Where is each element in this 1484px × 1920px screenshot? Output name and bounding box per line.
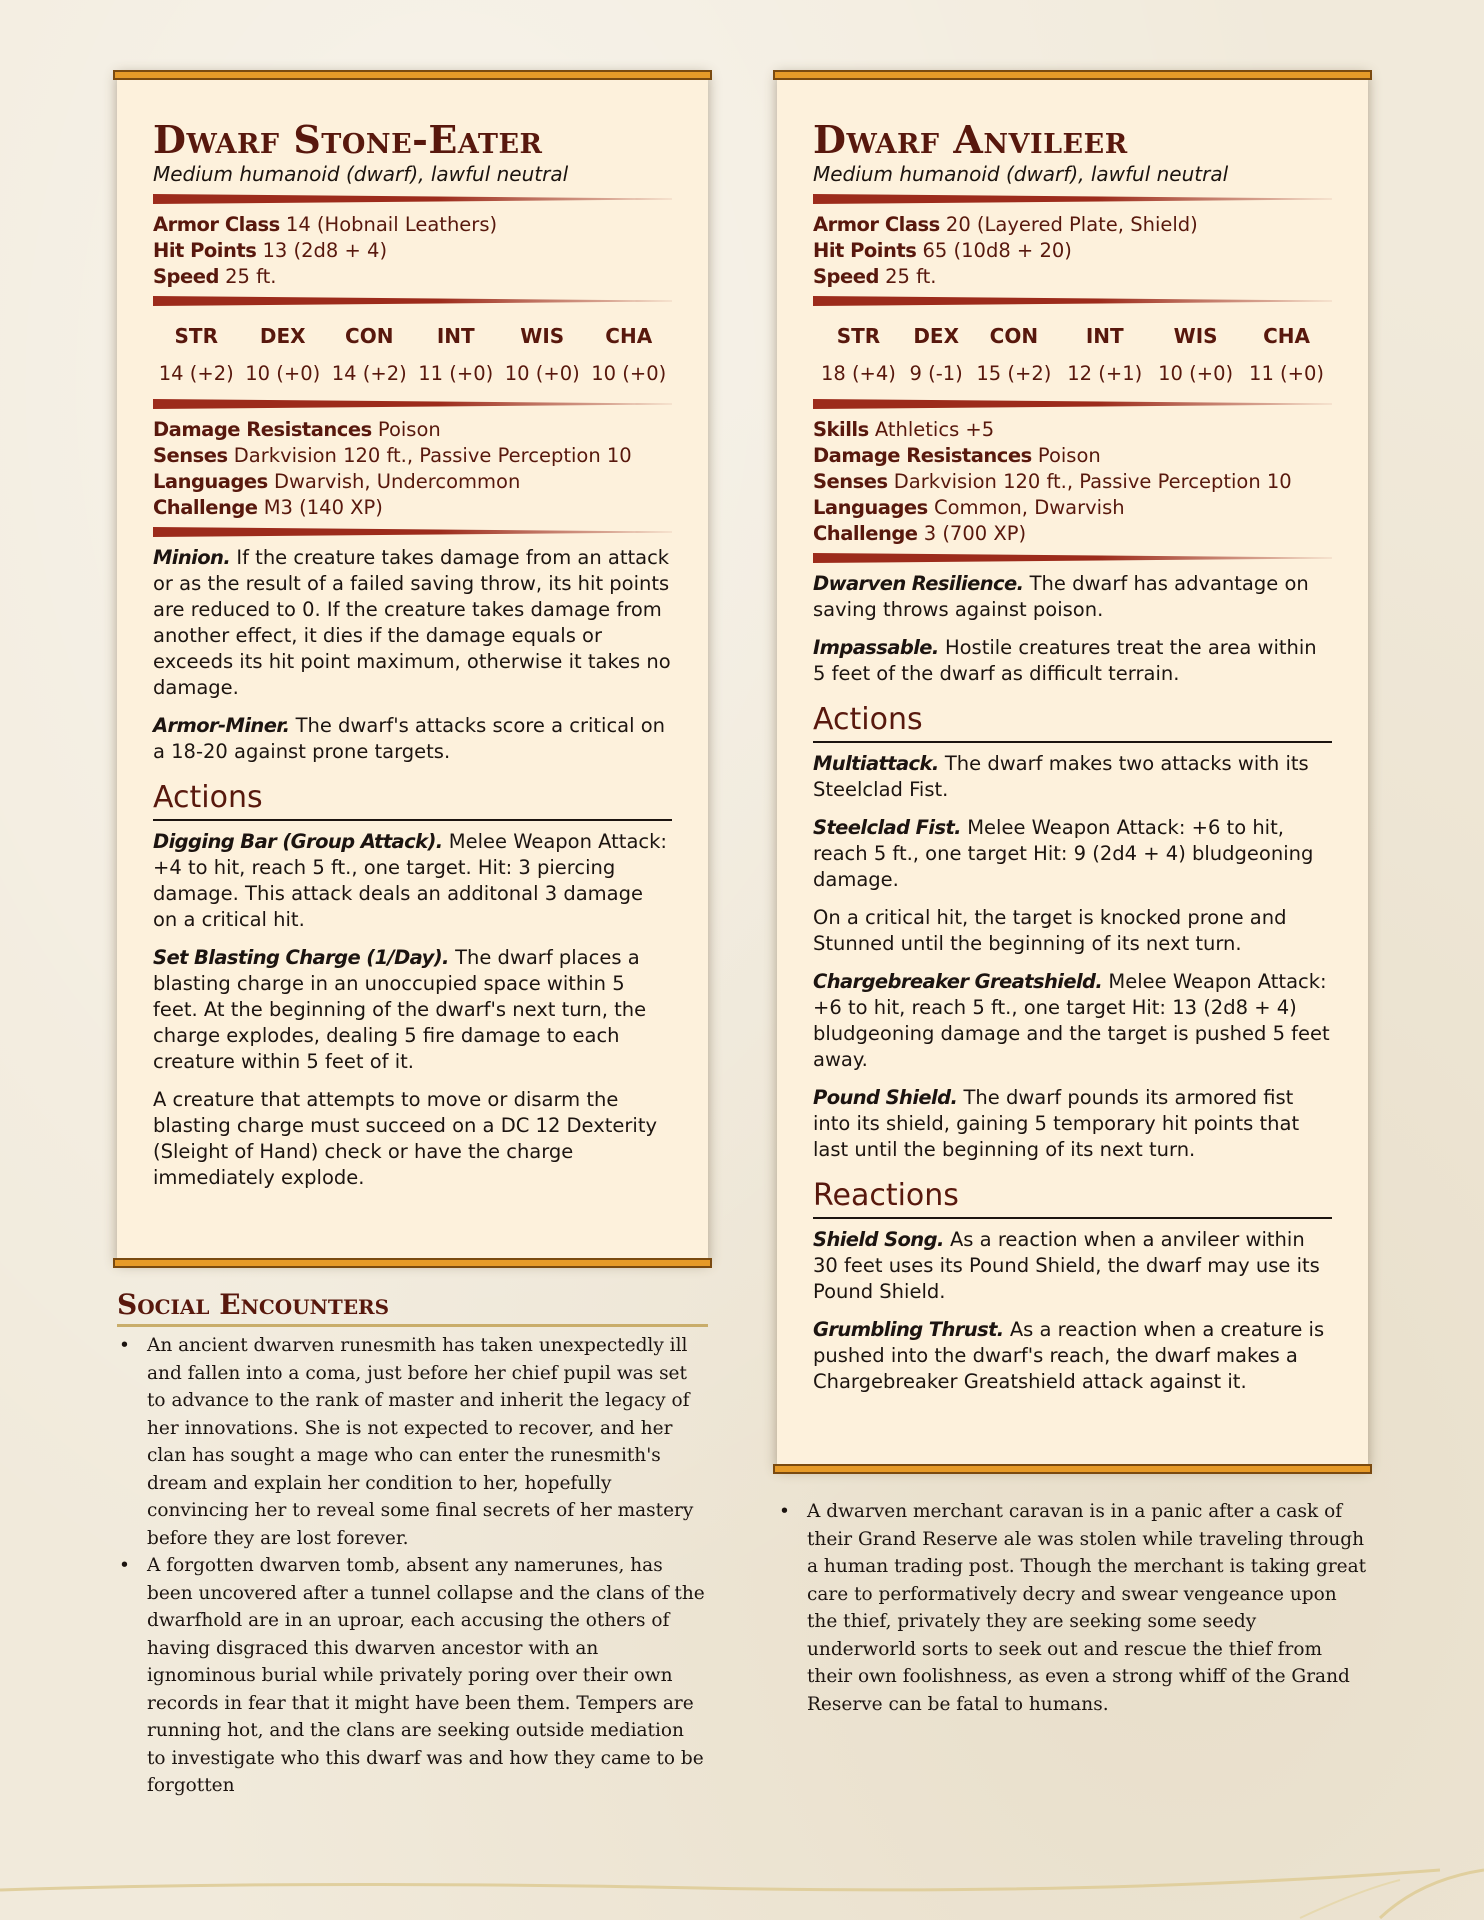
damage-resistances: Damage Resistances Poison: [813, 444, 1101, 467]
ability-score: 11 (+0): [1249, 362, 1325, 385]
speed: Speed 25 ft.: [153, 265, 277, 288]
ability-score: 14 (+2): [331, 362, 407, 385]
reaction: Grumbling Thrust. As a reaction when a creature is pushed into the dwarf's reach, the dwarf makes a Chargebreaker Greatshield attack against it.: [813, 1318, 1325, 1393]
action-detail: On a critical hit, the target is knocked prone and Stunned until the beginning of its next turn.: [813, 906, 1287, 955]
ability-label: STR: [836, 324, 881, 348]
divider: [153, 527, 672, 537]
ability-label: STR: [174, 324, 218, 348]
ability-score: 9 (-1): [909, 362, 963, 385]
ability-label: INT: [1085, 324, 1124, 348]
divider: [813, 553, 1332, 563]
armor-class: Armor Class 14 (Hobnail Leathers): [153, 213, 498, 236]
monster-type: Medium humanoid (dwarf), lawful neutral: [813, 162, 1229, 186]
ability-label: WIS: [520, 324, 565, 348]
bullet: •: [779, 1501, 790, 1522]
action: Multiattack. The dwarf makes two attacks with its Steelclad Fist.: [813, 752, 1309, 801]
languages: Languages Common, Dwarvish: [813, 496, 1125, 519]
ability-label: CHA: [605, 324, 653, 348]
ability-label: INT: [436, 324, 475, 348]
action-detail: A creature that attempts to move or disarm the blasting charge must succeed on a DC 12 Dexterity (Sleight of Hand) check or have the charge immediately explode.: [153, 1088, 658, 1189]
speed: Speed 25 ft.: [813, 265, 937, 288]
stat-block-top-bar: [113, 70, 712, 80]
action: Pound Shield. The dwarf pounds its armored fist into its shield, gaining 5 temporary hit points that last until the beginning of its next turn.: [813, 1086, 1300, 1161]
ability-label: WIS: [1173, 324, 1218, 348]
damage-resistances: Damage Resistances Poison: [153, 418, 441, 441]
actions-heading: Actions: [813, 701, 1332, 743]
stat-block-bottom-bar: [113, 1258, 712, 1268]
action: Set Blasting Charge (1/Day). The dwarf places a blasting charge in an unoccupied space within 5 feet. At the beginning of the dwarf's next turn, the charge explodes, dealing 5 fire damage to each creature within 5 feet of it.: [153, 946, 647, 1073]
social-encounters-list-left: [117, 1332, 708, 1800]
ability-label: DEX: [913, 324, 959, 348]
ability-score: 10 (+0): [504, 362, 580, 385]
monster-name: Dwarf Stone-Eater: [153, 117, 543, 162]
stat-block-anvileer: [777, 74, 1368, 1470]
social-encounters-heading: Social Encounters: [117, 1288, 708, 1327]
divider: [813, 194, 1332, 204]
divider: [153, 399, 672, 409]
ability-score: 18 (+4): [820, 362, 896, 385]
action: Digging Bar (Group Attack). Melee Weapon Attack: +4 to hit, reach 5 ft., one target. Hit: 3 piercing damage. This attack deals an additonal 3 damage on a critical hit.: [153, 830, 667, 931]
ability-score: 14 (+2): [158, 362, 234, 385]
stat-block-bottom-bar: [773, 1464, 1372, 1474]
challenge: Challenge M3 (140 XP): [153, 496, 383, 519]
ability-label: CHA: [1263, 324, 1310, 348]
divider: [153, 194, 672, 204]
action: Steelclad Fist. Melee Weapon Attack: +6 to hit, reach 5 ft., one target Hit: 9 (2d4 + 4) bludgeoning damage.: [813, 816, 1314, 891]
trait: Impassable. Hostile creatures treat the area within 5 feet of the dwarf as difficult terrain.: [813, 636, 1317, 685]
ability-label: CON: [345, 324, 394, 348]
trait: Minion. If the creature takes damage from an attack or as the result of a failed saving throw, its hit points are reduced to 0. If the creature takes damage from another effect, it dies if the damage equals or exceeds its hit point maximum, otherwise it takes no damage.: [153, 546, 671, 699]
stat-block-top-bar: [773, 70, 1372, 80]
reactions-heading: Reactions: [813, 1177, 1332, 1219]
trait: Dwarven Resilience. The dwarf has advantage on saving throws against poison.: [813, 572, 1309, 621]
skills: Skills Athletics +5: [813, 418, 995, 441]
actions-heading: Actions: [153, 779, 672, 821]
languages: Languages Dwarvish, Undercommon: [153, 470, 521, 493]
details: [153, 417, 672, 521]
ability-score: 12 (+1): [1067, 362, 1143, 385]
hit-points: Hit Points 65 (10d8 + 20): [813, 239, 1072, 262]
trait: Armor-Miner. The dwarf's attacks score a critical on a 18-20 against prone targets.: [153, 714, 666, 763]
armor-class: Armor Class 20 (Layered Plate, Shield): [813, 213, 1198, 236]
senses: Senses Darkvision 120 ft., Passive Perception 10: [813, 470, 1292, 493]
ability-score: 11 (+0): [418, 362, 494, 385]
page-border-decoration: [0, 1840, 1484, 1920]
ability-label: CON: [989, 324, 1039, 348]
bullet: •: [119, 1335, 130, 1356]
divider: [153, 296, 672, 306]
reaction: Shield Song. As a reaction when a anvileer within 30 feet uses its Pound Shield, the dwarf may use its Pound Shield.: [813, 1228, 1320, 1303]
ability-score: 10 (+0): [591, 362, 667, 385]
bullet: •: [119, 1555, 130, 1576]
divider: [813, 296, 1332, 306]
senses: Senses Darkvision 120 ft., Passive Perception 10: [153, 444, 632, 467]
core-stats: [813, 212, 1332, 290]
core-stats: [153, 212, 672, 290]
monster-type: Medium humanoid (dwarf), lawful neutral: [153, 162, 569, 186]
social-encounters-list-right: [777, 1498, 1368, 1718]
divider: [813, 399, 1332, 409]
challenge: Challenge 3 (700 XP): [813, 522, 1027, 545]
ability-score: 10 (+0): [1158, 362, 1234, 385]
ability-score: 10 (+0): [245, 362, 321, 385]
details: [813, 417, 1332, 547]
ability-scores: [813, 320, 1332, 393]
list-item: • A forgotten dwarven tomb, absent any namerunes, has been uncovered after a tunnel collapse and the clans of the dwarfhold are in an uproar, each accusing the others of having disgraced this dwarven ancestor with an ignominous burial while privately poring over their own records in fear that it might have been them. Tempers are running hot, and the clans are seeking outside mediation to investigate who this dwarf was and how they came to be forgotten: [117, 1552, 708, 1800]
ability-scores: [153, 320, 672, 393]
ability-label: DEX: [259, 324, 306, 348]
list-item: • A dwarven merchant caravan is in a panic after a cask of their Grand Reserve ale was stolen while traveling through a human trading post. Though the merchant is taking great care to performatively decry and swear vengeance upon the thief, privately they are seeking some seedy underworld sorts to seek out and rescue the thief from their own foolishness, as even a strong whiff of the Grand Reserve can be fatal to humans.: [777, 1498, 1368, 1718]
ability-score: 15 (+2): [976, 362, 1052, 385]
list-item: • An ancient dwarven runesmith has taken unexpectedly ill and fallen into a coma, just before her chief pupil was set to advance to the rank of master and inherit the legacy of her innovations. She is not expected to recover, and her clan has sought a mage who can enter the runesmith's dream and explain her condition to her, hopefully convincing her to reveal some final secrets of her mastery before they are lost forever.: [117, 1332, 708, 1552]
hit-points: Hit Points 13 (2d8 + 4): [153, 239, 388, 262]
stat-block-stone-eater: [117, 74, 708, 1264]
action: Chargebreaker Greatshield. Melee Weapon Attack: +6 to hit, reach 5 ft., one target Hit: 13 (2d8 + 4) bludgeoning damage and the target is pushed 5 feet away.: [813, 970, 1330, 1071]
monster-name: Dwarf Anvileer: [813, 117, 1128, 162]
